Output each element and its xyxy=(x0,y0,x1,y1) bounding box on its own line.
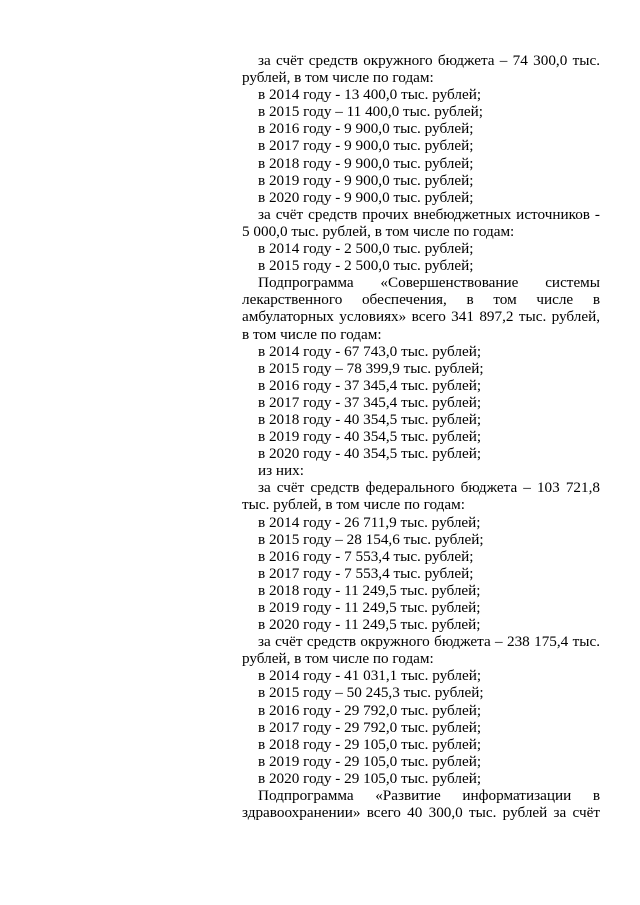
text-line: в 2014 году - 2 500,0 тыс. рублей; xyxy=(258,240,474,258)
text-line: Подпрограмма «Совершенствование системы xyxy=(258,274,600,292)
text-line: за счёт средств прочих внебюджетных источников - xyxy=(258,205,600,223)
text-line: амбулаторных условиях» всего 341 897,2 тыс. рублей, xyxy=(242,308,600,326)
text-line: в 2019 году - 40 354,5 тыс. рублей; xyxy=(258,428,482,446)
text-line: в 2017 году - 9 900,0 тыс. рублей; xyxy=(258,137,474,155)
text-line: в 2017 году - 29 792,0 тыс. рублей; xyxy=(258,718,482,736)
text-line: в 2019 году - 9 900,0 тыс. рублей; xyxy=(258,171,474,189)
text-line: в 2016 году - 9 900,0 тыс. рублей; xyxy=(258,120,474,138)
text-line: рублей, в том числе по годам: xyxy=(242,69,434,87)
text-line: в 2014 году - 41 031,1 тыс. рублей; xyxy=(258,667,482,685)
text-line: в 2017 году - 7 553,4 тыс. рублей; xyxy=(258,564,474,582)
text-line: в 2015 году – 50 245,3 тыс. рублей; xyxy=(258,684,484,702)
text-line: в 2014 году - 26 711,9 тыс. рублей; xyxy=(258,513,481,531)
text-line: в 2020 году - 40 354,5 тыс. рублей; xyxy=(258,445,482,463)
text-line: за счёт средств окружного бюджета – 74 300,0 тыс. xyxy=(258,52,600,69)
text-line: в 2015 году - 2 500,0 тыс. рублей; xyxy=(258,257,474,275)
text-line: за счёт средств окружного бюджета – 238 175,4 тыс. xyxy=(258,633,600,651)
text-line: здравоохранении» всего 40 300,0 тыс. рублей за счёт xyxy=(242,804,600,822)
text-line: в 2018 году - 11 249,5 тыс. рублей; xyxy=(258,581,481,599)
text-line: из них: xyxy=(258,462,304,480)
text-line: в 2018 году - 40 354,5 тыс. рублей; xyxy=(258,410,482,428)
text-line: Подпрограмма «Развитие информатизации в xyxy=(258,787,600,805)
text-line: в 2016 году - 29 792,0 тыс. рублей; xyxy=(258,701,482,719)
text-line: в 2018 году - 9 900,0 тыс. рублей; xyxy=(258,154,474,172)
text-line: в 2019 году - 11 249,5 тыс. рублей; xyxy=(258,599,481,616)
text-line: в 2016 году - 7 553,4 тыс. рублей; xyxy=(258,547,474,565)
text-line: в 2020 году - 29 105,0 тыс. рублей; xyxy=(258,769,482,787)
text-line: в 2018 году - 29 105,0 тыс. рублей; xyxy=(258,735,482,753)
document-page xyxy=(242,52,600,821)
text-line: лекарственного обеспечения, в том числе в xyxy=(242,291,600,309)
text-line: в том числе по годам: xyxy=(242,325,382,343)
text-line: в 2014 году - 13 400,0 тыс. рублей; xyxy=(258,86,482,104)
text-line: 5 000,0 тыс. рублей, в том числе по годам: xyxy=(242,222,515,240)
text-line: в 2014 году - 67 743,0 тыс. рублей; xyxy=(258,342,482,360)
text-line: тыс. рублей, в том числе по годам: xyxy=(242,496,465,514)
text-line: в 2017 году - 37 345,4 тыс. рублей; xyxy=(258,393,482,411)
text-line: за счёт средств федерального бюджета – 103 721,8 xyxy=(258,479,600,497)
text-line: в 2020 году - 9 900,0 тыс. рублей; xyxy=(258,188,474,206)
text-line: в 2015 году – 28 154,6 тыс. рублей; xyxy=(258,530,484,548)
text-line: в 2015 году – 11 400,0 тыс. рублей; xyxy=(258,103,484,121)
text-line: в 2015 году – 78 399,9 тыс. рублей; xyxy=(258,359,484,377)
text-line: в 2016 году - 37 345,4 тыс. рублей; xyxy=(258,376,482,394)
text-line: в 2019 году - 29 105,0 тыс. рублей; xyxy=(258,752,482,770)
text-line: в 2020 году - 11 249,5 тыс. рублей; xyxy=(258,616,481,634)
text-line: рублей, в том числе по годам: xyxy=(242,650,434,668)
